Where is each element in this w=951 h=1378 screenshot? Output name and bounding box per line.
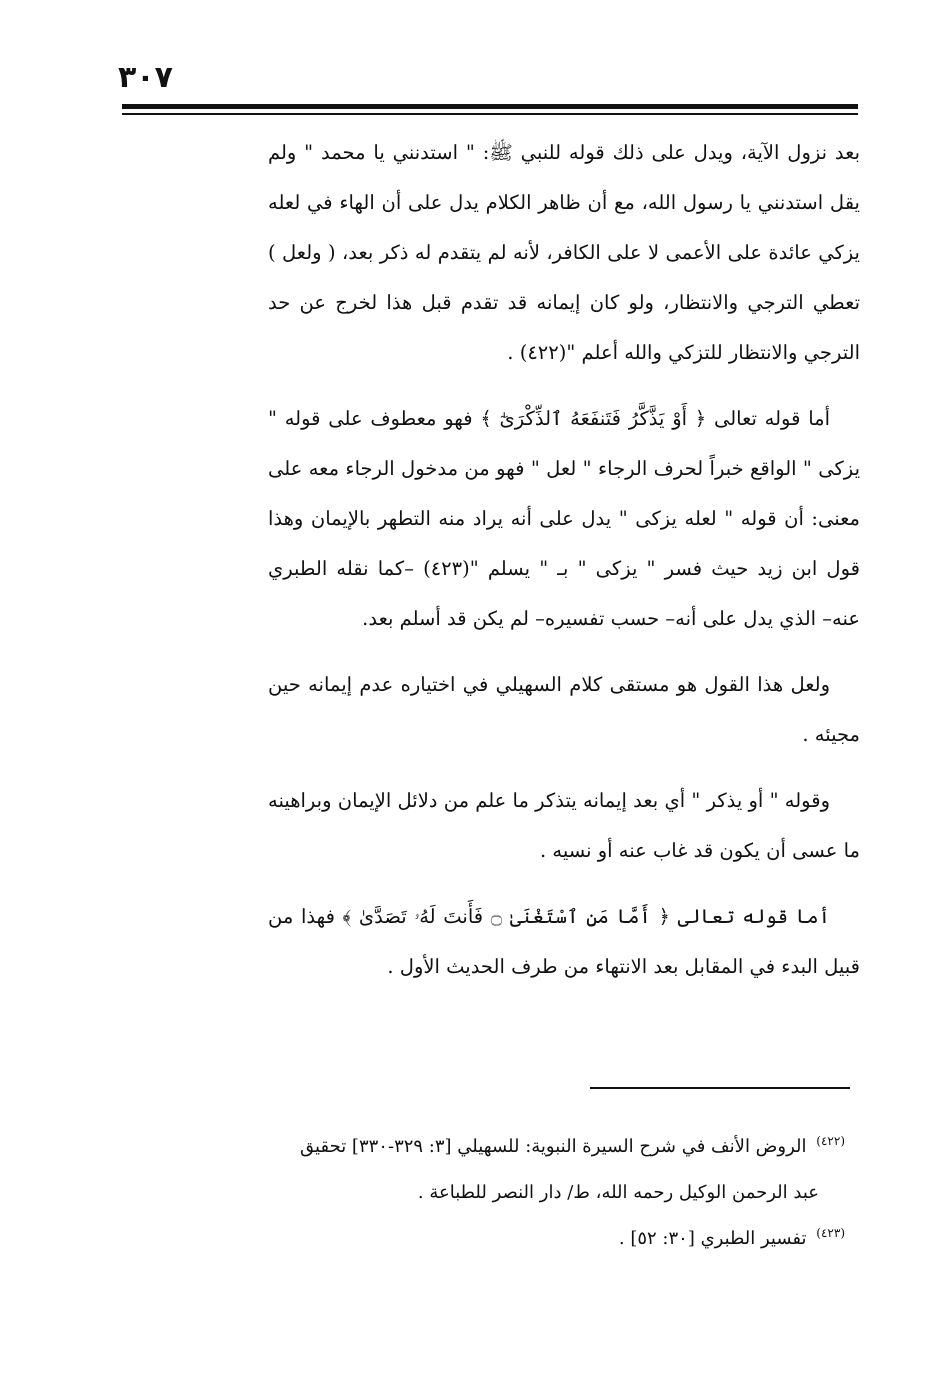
body-text <box>268 128 860 1008</box>
header-rule-thick <box>122 104 858 109</box>
page-number: ٣٠٧ <box>118 60 173 95</box>
footnote-number: (٤٢٢) <box>816 1134 845 1148</box>
footnote-separator <box>590 1087 850 1089</box>
footnote-422-continued <box>225 1170 845 1216</box>
footnote-423 <box>225 1216 845 1262</box>
footnote-text: عبد الرحمن الوكيل رحمه الله، ط/ دار النصر للطباعة . <box>417 1182 819 1203</box>
header-rule-thin <box>122 113 858 115</box>
footnote-422 <box>225 1124 845 1170</box>
paragraph-5: أما قوله تعالى ﴿ أَمَّا مَنِ ٱسْتَغْنَىٰ ۝ فَأَنتَ لَهُۥ تَصَدَّىٰ ﴾ فهذا من قبيل البدء في المقابل بعد الانتهاء من طرف الحديث الأول . <box>268 905 860 978</box>
paragraph-2: أما قوله تعالى ﴿ أَوْ يَذَّكَّرُ فَتَنفَعَهُ ٱلذِّكْرَىٰٓ ﴾ فهو معطوف على قوله " يزكى " الواقع خبراً لحرف الرجاء " لعل " فهو من مدخول الرجاء معه على معنى: أن قوله " لعله يزكى " يدل على أنه يراد منه التطهر بالإيمان وهذا قول ابن زيد حيث فسر " يزكى " بـ " يسلم "(٤٢٣) –كما نقله الطبري عنه– الذي يدل على أنه– حسب تفسيره– لم يكن قد أسلم بعد. <box>268 407 860 630</box>
footnote-text: تفسير الطبري [٣٠: ٥٢] . <box>618 1228 807 1249</box>
paragraph-4: وقوله " أو يذكر " أي بعد إيمانه يتذكر ما علم من دلائل الإيمان وبراهينه ما عسى أن يكون قد غاب عنه أو نسيه . <box>268 789 860 862</box>
footnotes <box>225 1124 845 1262</box>
paragraph-3: ولعل هذا القول هو مستقى كلام السهيلي في اختياره عدم إيمانه حين مجيئه . <box>268 673 860 746</box>
paragraph-1: بعد نزول الآية، ويدل على ذلك قوله للنبي ﷺ: " استدنني يا محمد " ولم يقل استدنني يا رسول الله، مع أن ظاهر الكلام يدل على أن الهاء في لعله يزكي عائدة على الأعمى لا على الكافر، لأنه لم يتقدم له ذكر بعد، ( ولعل ) تعطي الترجي والانتظار، ولو كان إيمانه قد تقدم قبل هذا لخرج عن حد الترجي والانتظار للتزكي والله أعلم "(٤٢٢) . <box>268 141 860 364</box>
footnote-text: الروض الأنف في شرح السيرة النبوية: للسهيلي [٣: ٣٢٩-٣٣٠] تحقيق <box>300 1136 807 1157</box>
footnote-number: (٤٢٣) <box>816 1226 845 1240</box>
